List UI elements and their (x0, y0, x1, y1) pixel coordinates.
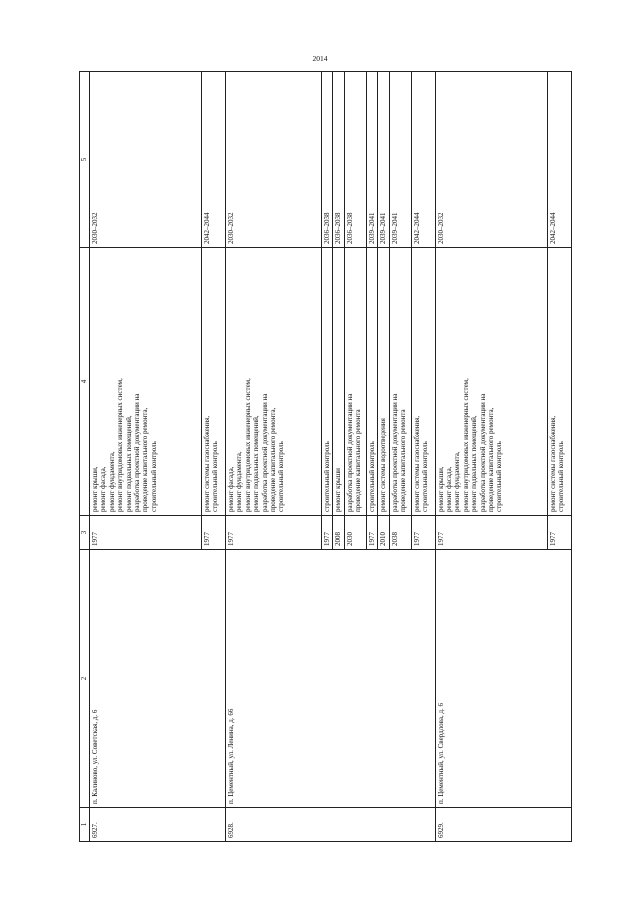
table-body (90, 72, 572, 842)
works-cell (411, 248, 435, 516)
work-line: ремонт системы водоотведения (379, 418, 388, 512)
works-cell (366, 248, 377, 516)
works-cell (90, 248, 202, 516)
entry-number: 6927. (90, 808, 226, 842)
work-line: строительный контроль (495, 441, 504, 512)
column-header: 2 (80, 550, 90, 808)
work-line: проведение капитального ремонта, (487, 407, 496, 512)
year-cell: 1977 (202, 516, 226, 550)
work-line: строительный контроль (277, 441, 286, 512)
period-cell: 2030–2032 (226, 72, 322, 248)
works-cell (202, 248, 226, 516)
work-line: проведение капитального ремонта (399, 409, 408, 512)
work-line: ремонт подвальных помещений, (124, 415, 133, 512)
period-cell: 2036–2038 (333, 72, 344, 248)
address-cell: п. Калиново, ул. Советская, д. 6 (90, 550, 226, 808)
period-cell: 2042–2044 (202, 72, 226, 248)
work-line: разработка проектной документации на (390, 393, 399, 512)
page-number: 2014 (312, 54, 328, 63)
column-header: 5 (80, 72, 90, 248)
work-line: строительный контроль (211, 441, 220, 512)
work-line: разработка проектной документации на (260, 393, 269, 512)
work-line: ремонт фасада, (99, 466, 108, 512)
work-line: ремонт фасада, (227, 466, 235, 512)
work-line: разработка проектной документации на (345, 393, 354, 512)
period-cell: 2039–2041 (366, 72, 377, 248)
period-cell: 2039–2041 (389, 72, 411, 248)
works-cell (344, 248, 366, 516)
work-line: ремонт подвальных помещений, (470, 415, 479, 512)
work-line: ремонт системы газоснабжения, (548, 415, 557, 512)
year-cell: 2038 (389, 516, 411, 550)
period-cell: 2036–2038 (322, 72, 333, 248)
works-cell (389, 248, 411, 516)
work-line: проведение капитального ремонта, (141, 407, 150, 512)
work-line: ремонт фундамента, (453, 451, 462, 512)
work-line: ремонт внутридомовых инженерных систем, (243, 378, 252, 512)
work-line: ремонт крыши (334, 468, 343, 512)
year-cell: 2010 (378, 516, 389, 550)
period-cell: 2042–2044 (547, 72, 571, 248)
period-cell: 2036–2038 (344, 72, 366, 248)
work-line: проведение капитального ремонта, (269, 407, 278, 512)
column-header: 3 (80, 516, 90, 550)
entry-number: 6928. (226, 808, 436, 842)
work-line: строительный контроль (557, 441, 566, 512)
year-cell: 1977 (322, 516, 333, 550)
work-line: ремонт внутридомовых инженерных систем, (461, 378, 470, 512)
works-cell (378, 248, 389, 516)
period-cell: 2030–2032 (435, 72, 547, 248)
address-cell: п. Цементный, ул. Свердлова, д. 6 (435, 550, 571, 808)
work-line: ремонт системы газоснабжения, (412, 415, 421, 512)
rotated-table-page (79, 72, 589, 842)
year-cell: 2008 (333, 516, 344, 550)
work-line: строительный контроль (421, 441, 430, 512)
year-cell: 1977 (547, 516, 571, 550)
work-line: ремонт фундамента, (107, 451, 116, 512)
column-header: 4 (80, 248, 90, 516)
work-line: ремонт подвальных помещений, (252, 415, 261, 512)
address-cell: п. Цементный, ул. Ленина, д. 66 (226, 550, 436, 808)
works-cell (226, 248, 322, 516)
table-row (90, 72, 202, 842)
table-row (435, 72, 547, 842)
work-line: разработка проектной документации на (133, 393, 142, 512)
entry-number: 6929. (435, 808, 571, 842)
year-cell: 2030 (344, 516, 366, 550)
work-line: ремонт фасада, (445, 466, 454, 512)
work-line: ремонт фундамента, (235, 451, 244, 512)
year-cell: 1977 (435, 516, 547, 550)
works-cell (322, 248, 333, 516)
work-line: строительный контроль (323, 441, 331, 512)
work-line: ремонт внутридомовых инженерных систем, (116, 378, 125, 512)
works-cell (333, 248, 344, 516)
work-line: ремонт крыши, (436, 466, 445, 512)
period-cell: 2042–2044 (411, 72, 435, 248)
period-cell: 2030–2032 (90, 72, 202, 248)
column-header: 1 (80, 808, 90, 842)
works-cell (547, 248, 571, 516)
table-header-row (80, 72, 90, 842)
year-cell: 1977 (411, 516, 435, 550)
repair-schedule-table (79, 71, 572, 842)
work-line: ремонт системы газоснабжения, (203, 415, 211, 512)
year-cell: 1977 (90, 516, 202, 550)
work-line: проведение капитального ремонта (354, 409, 363, 512)
year-cell: 1977 (226, 516, 322, 550)
work-line: строительный контроль (367, 441, 376, 512)
table-row (226, 72, 322, 842)
works-cell (435, 248, 547, 516)
work-line: ремонт крыши, (91, 466, 99, 512)
year-cell: 1977 (366, 516, 377, 550)
work-line: разработка проектной документации на (478, 393, 487, 512)
work-line: строительный контроль (149, 441, 158, 512)
period-cell: 2039–2041 (378, 72, 389, 248)
